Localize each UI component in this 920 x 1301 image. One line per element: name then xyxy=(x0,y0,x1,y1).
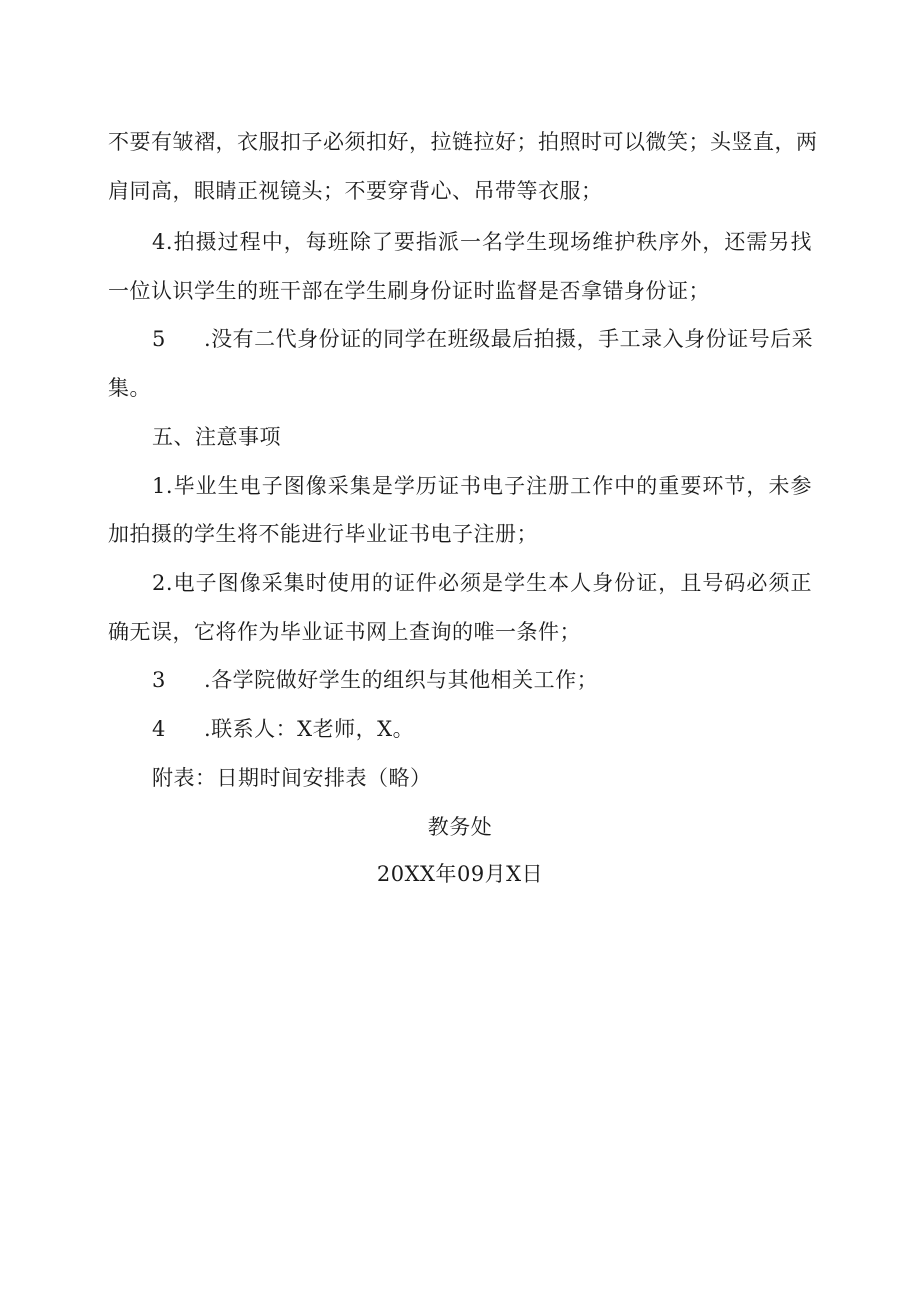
body-line-2: 肩同高，眼睛正视镜头；不要穿背心、吊带等衣服； xyxy=(108,179,603,203)
item-5-number: 5 xyxy=(152,327,166,351)
note-2 xyxy=(152,569,812,597)
note-3-text: .各学院做好学生的组织与其他相关工作； xyxy=(204,668,599,692)
note-4-number: 4 xyxy=(152,717,166,741)
item-4-continuation: 一位认识学生的班干部在学生刷身份证时监督是否拿错身份证； xyxy=(108,279,710,303)
signature-date: 20XX年09月X日 xyxy=(376,862,544,886)
note-2-number: 2 xyxy=(152,571,166,595)
item-4 xyxy=(152,228,812,256)
note-3-number: 3 xyxy=(152,668,166,692)
body-line-1: 不要有皱褶，衣服扣子必须扣好，拉链拉好；拍照时可以微笑；头竖直，两 xyxy=(108,130,818,154)
appendix-note: 附表：日期时间安排表（略） xyxy=(152,766,432,790)
item-5-text: .没有二代身份证的同学在班级最后拍摄，手工录入身份证号后采 xyxy=(204,327,814,351)
signature-office: 教务处 xyxy=(427,815,493,839)
section-heading: 五、注意事项 xyxy=(152,425,281,449)
item-5 xyxy=(152,325,812,353)
note-1-number: 1 xyxy=(152,474,166,498)
note-3 xyxy=(152,666,598,694)
note-2-continuation: 确无误，它将作为毕业证书网上查询的唯一条件； xyxy=(108,620,581,644)
note-1-text: .毕业生电子图像采集是学历证书电子注册工作中的重要环节，未参 xyxy=(165,474,812,498)
item-4-text: .拍摄过程中，每班除了要指派一名学生现场维护秩序外，还需另找 xyxy=(165,230,812,254)
note-4-text: .联系人：X老师，X。 xyxy=(204,717,415,741)
note-1 xyxy=(152,472,812,500)
item-4-number: 4 xyxy=(152,230,166,254)
item-5-continuation: 集。 xyxy=(108,376,151,400)
note-4 xyxy=(152,715,414,743)
note-1-continuation: 加拍摄的学生将不能进行毕业证书电子注册； xyxy=(108,522,538,546)
note-2-text: .电子图像采集时使用的证件必须是学生本人身份证，且号码必须正 xyxy=(165,571,812,595)
